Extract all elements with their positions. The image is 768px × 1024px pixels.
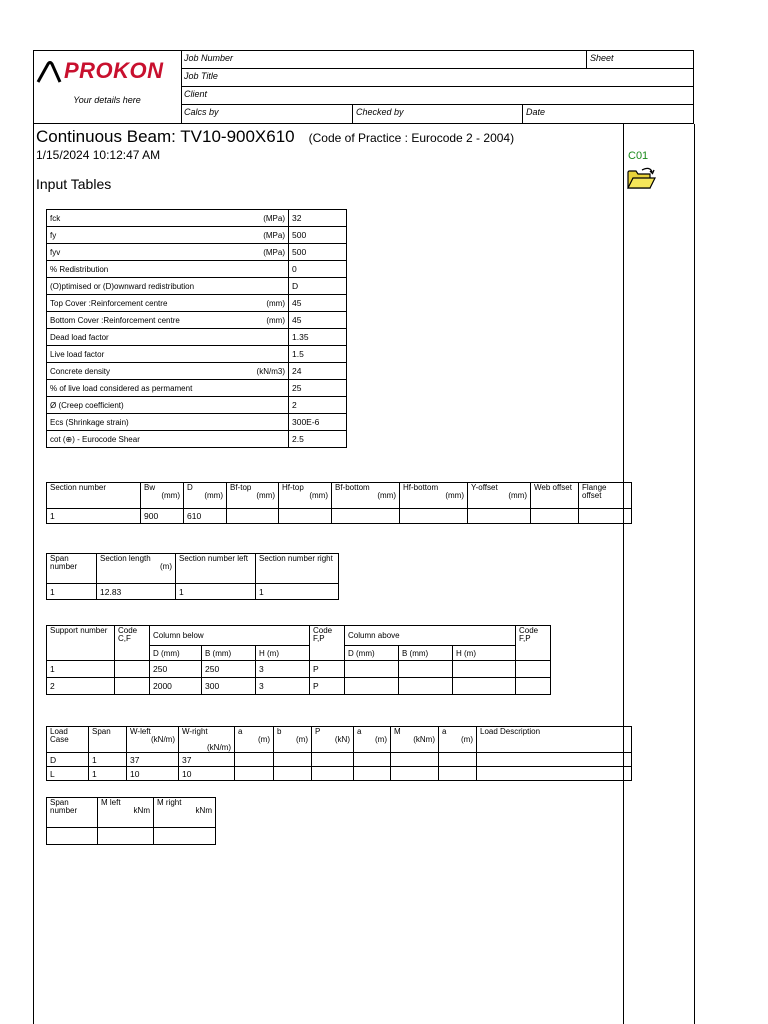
column-header-text: D <box>187 483 193 492</box>
table-cell <box>312 767 354 781</box>
material-parameters-table <box>46 209 347 448</box>
column-unit: (mm) <box>204 491 223 500</box>
column-header-text: M left <box>101 798 121 807</box>
col-code-fp: Code F,P <box>516 626 551 661</box>
table-cell: 610 <box>184 509 227 524</box>
table-cell <box>391 753 439 767</box>
column-header <box>531 483 579 509</box>
column-header <box>235 727 274 753</box>
column-unit: kNm <box>133 806 150 815</box>
column-unit: (kN/m) <box>207 743 231 752</box>
col-column-above: Column above <box>345 626 516 646</box>
column-header-text: Span <box>92 727 111 736</box>
column-header <box>176 554 256 584</box>
parameter-value: 2 <box>289 397 347 414</box>
beam-title: Continuous Beam: TV10-900X610 <box>36 127 295 146</box>
table-cell: 1 <box>47 509 141 524</box>
parameter-row <box>47 431 347 448</box>
column-header-text: P <box>315 727 321 736</box>
job-title-row <box>182 69 693 87</box>
prokon-arc-icon <box>36 60 62 84</box>
parameter-label-cell <box>47 346 289 363</box>
parameter-row <box>47 329 347 346</box>
column-header-text: a <box>357 727 362 736</box>
table-cell <box>516 661 551 678</box>
table-cell <box>235 767 274 781</box>
code-of-practice: (Code of Practice : Eurocode 2 - 2004) <box>308 131 515 145</box>
calcs-row <box>182 105 693 123</box>
table-cell: 1 <box>89 753 127 767</box>
col-code-fp: Code F,P <box>310 626 345 661</box>
col-below-h: H (m) <box>256 646 310 661</box>
parameter-unit: (mm) <box>266 298 285 308</box>
column-header <box>89 727 127 753</box>
column-header-text: Bw <box>144 483 156 492</box>
column-header <box>439 727 477 753</box>
page-header <box>33 50 694 124</box>
table-cell <box>354 767 391 781</box>
parameter-label: % of live load considered as permament <box>50 383 193 393</box>
table-cell <box>312 753 354 767</box>
table-cell: D <box>47 753 89 767</box>
parameter-value: 500 <box>289 244 347 261</box>
column-header <box>274 727 312 753</box>
column-header-text: M right <box>157 798 182 807</box>
column-header <box>477 727 632 753</box>
column-unit: (mm) <box>161 491 180 500</box>
table-cell <box>345 661 399 678</box>
parameter-row <box>47 244 347 261</box>
parameter-value: 45 <box>289 295 347 312</box>
column-header <box>279 483 332 509</box>
parameter-label-cell <box>47 380 289 397</box>
column-header-text: Hf-bottom <box>403 483 439 492</box>
table-cell: 2 <box>47 678 115 695</box>
parameter-value: 32 <box>289 210 347 227</box>
table-cell <box>468 509 531 524</box>
parameter-value: 2.5 <box>289 431 347 448</box>
column-header-text: Flange offset <box>582 483 607 500</box>
table-cell <box>115 661 150 678</box>
column-header <box>227 483 279 509</box>
parameter-label: (O)ptimised or (D)ownward redistribution <box>50 281 195 291</box>
table-cell: 1 <box>256 584 339 600</box>
column-header-text: M <box>394 727 401 736</box>
table-cell: 12.83 <box>97 584 176 600</box>
section-heading: Input Tables <box>36 176 112 192</box>
client-label: Client <box>184 89 208 99</box>
column-header <box>141 483 184 509</box>
table-cell <box>354 753 391 767</box>
table-cell <box>439 753 477 767</box>
supports-table <box>46 625 551 695</box>
table-cell <box>399 678 453 695</box>
column-header <box>47 798 98 828</box>
column-header-text: W-right <box>182 727 208 736</box>
parameter-label: % Redistribution <box>50 264 109 274</box>
table-cell: 2000 <box>150 678 202 695</box>
parameter-row <box>47 380 347 397</box>
parameter-label-cell <box>47 312 289 329</box>
parameter-value: 1.5 <box>289 346 347 363</box>
col-column-below: Column below <box>150 626 310 646</box>
column-unit: kNm <box>195 806 212 815</box>
column-unit: (mm) <box>256 491 275 500</box>
frame-margin-border <box>623 124 624 1024</box>
table-row <box>47 509 632 524</box>
parameter-row <box>47 397 347 414</box>
parameter-label: fyv <box>50 247 61 257</box>
table-cell: 1 <box>89 767 127 781</box>
table-cell: 37 <box>179 753 235 767</box>
date-label: Date <box>526 107 546 117</box>
parameter-label-cell <box>47 397 289 414</box>
parameter-label: fy <box>50 230 57 240</box>
table-row <box>47 753 632 767</box>
column-header <box>332 483 400 509</box>
span-table <box>46 553 339 600</box>
table-cell <box>400 509 468 524</box>
column-header <box>468 483 531 509</box>
parameter-label-cell <box>47 295 289 312</box>
header-row <box>47 727 632 753</box>
column-header-text: Hf-top <box>282 483 304 492</box>
col-above-d: D (mm) <box>345 646 399 661</box>
parameter-value: 500 <box>289 227 347 244</box>
job-number-label: Job Number <box>184 53 234 63</box>
parameter-label-cell <box>47 227 289 244</box>
table-cell <box>453 678 516 695</box>
column-header-text: a <box>238 727 243 736</box>
table-cell <box>453 661 516 678</box>
column-unit: (m) <box>461 735 473 744</box>
table-cell <box>332 509 400 524</box>
table-cell <box>98 828 154 845</box>
company-tagline: Your details here <box>73 95 141 105</box>
col-code-cf: Code C,F <box>115 626 150 661</box>
parameter-row <box>47 261 347 278</box>
table-cell: 900 <box>141 509 184 524</box>
parameter-unit: (MPa) <box>263 213 285 223</box>
column-header <box>47 483 141 509</box>
table-cell: 250 <box>150 661 202 678</box>
parameter-label: cot (⊕) - Eurocode Shear <box>50 434 140 444</box>
frame-right-border <box>694 124 695 1024</box>
document-title <box>36 127 514 147</box>
col-above-h: H (m) <box>453 646 516 661</box>
parameter-label: Concrete density <box>50 366 111 376</box>
column-header <box>400 483 468 509</box>
col-below-b: B (mm) <box>202 646 256 661</box>
parameter-label: Live load factor <box>50 349 105 359</box>
parameter-label-cell <box>47 329 289 346</box>
table-row <box>47 661 551 678</box>
divider <box>522 105 523 123</box>
parameter-unit: (MPa) <box>263 247 285 257</box>
parameter-label: fck <box>50 213 61 223</box>
header-row <box>47 798 216 828</box>
table-cell: L <box>47 767 89 781</box>
column-header-text: Bf-top <box>230 483 252 492</box>
parameter-label-cell <box>47 431 289 448</box>
column-header <box>391 727 439 753</box>
parameter-label: Ø (Creep coefficient) <box>50 400 124 410</box>
table-cell: 3 <box>256 661 310 678</box>
column-header-text: Section number left <box>179 554 248 563</box>
parameter-value: D <box>289 278 347 295</box>
table-cell <box>279 509 332 524</box>
column-unit: (m) <box>160 562 172 571</box>
col-below-d: D (mm) <box>150 646 202 661</box>
column-header <box>47 554 97 584</box>
parameter-value: 25 <box>289 380 347 397</box>
column-header-text: Section length <box>100 554 151 563</box>
column-unit: (mm) <box>508 491 527 500</box>
table-cell <box>391 767 439 781</box>
col-above-b: B (mm) <box>399 646 453 661</box>
job-number-row <box>182 51 693 69</box>
table-cell: 10 <box>179 767 235 781</box>
parameter-row <box>47 227 347 244</box>
table-cell: P <box>310 678 345 695</box>
parameter-label: Bottom Cover :Reinforcement centre <box>50 315 180 325</box>
parameter-row <box>47 414 347 431</box>
column-header-text: W-left <box>130 727 151 736</box>
column-header <box>127 727 179 753</box>
section-properties-table <box>46 482 632 524</box>
column-header <box>184 483 227 509</box>
column-unit: (m) <box>258 735 270 744</box>
table-cell <box>47 828 98 845</box>
table-cell <box>227 509 279 524</box>
table-row <box>47 828 216 845</box>
table-row <box>47 767 632 781</box>
table-cell <box>516 678 551 695</box>
table-cell: 1 <box>47 584 97 600</box>
calcs-by-label: Calcs by <box>184 107 219 117</box>
table-cell: 37 <box>127 753 179 767</box>
parameter-label-cell <box>47 414 289 431</box>
document-datetime: 1/15/2024 10:12:47 AM <box>36 148 161 162</box>
column-unit: (kN/m) <box>151 735 175 744</box>
column-header <box>354 727 391 753</box>
parameter-label-cell <box>47 261 289 278</box>
column-header-text: Web offset <box>534 483 572 492</box>
table-cell <box>531 509 579 524</box>
company-logo-block <box>34 51 182 123</box>
divider <box>352 105 353 123</box>
parameter-row <box>47 278 347 295</box>
header-row <box>47 554 339 584</box>
table-cell <box>477 753 632 767</box>
column-unit: (mm) <box>445 491 464 500</box>
parameter-label: Ecs (Shrinkage strain) <box>50 417 129 427</box>
table-cell: 1 <box>176 584 256 600</box>
table-cell <box>477 767 632 781</box>
parameter-value: 0 <box>289 261 347 278</box>
header-row <box>47 483 632 509</box>
divider <box>586 51 587 68</box>
table-cell <box>274 753 312 767</box>
column-header-text: Load Description <box>480 727 541 736</box>
table-cell <box>235 753 274 767</box>
column-header-text: Span number <box>50 798 78 815</box>
parameter-row <box>47 210 347 227</box>
table-cell: 250 <box>202 661 256 678</box>
parameter-label: Dead load factor <box>50 332 109 342</box>
parameter-label-cell <box>47 210 289 227</box>
table-row <box>47 584 339 600</box>
parameter-label: Top Cover :Reinforcement centre <box>50 298 168 308</box>
column-unit: (kNm) <box>413 735 435 744</box>
column-header <box>579 483 632 509</box>
parameter-value: 24 <box>289 363 347 380</box>
column-header-text: Load Case <box>50 727 69 744</box>
column-header-text: Bf-bottom <box>335 483 370 492</box>
checked-by-label: Checked by <box>356 107 404 117</box>
parameter-value: 300E-6 <box>289 414 347 431</box>
sheet-label: Sheet <box>590 53 614 63</box>
column-header-text: Span number <box>50 554 78 571</box>
open-folder-icon[interactable] <box>626 166 656 190</box>
column-unit: (m) <box>296 735 308 744</box>
table-cell <box>154 828 216 845</box>
table-cell <box>579 509 632 524</box>
column-header <box>312 727 354 753</box>
column-header-text: Section number right <box>259 554 333 563</box>
table-cell <box>274 767 312 781</box>
parameter-value: 45 <box>289 312 347 329</box>
parameter-row <box>47 312 347 329</box>
brand-name: PROKON <box>64 58 164 83</box>
table-cell <box>439 767 477 781</box>
parameter-unit: (MPa) <box>263 230 285 240</box>
parameter-value: 1.35 <box>289 329 347 346</box>
column-unit: (m) <box>375 735 387 744</box>
column-header-text: b <box>277 727 282 736</box>
column-unit: (mm) <box>309 491 328 500</box>
table-cell <box>345 678 399 695</box>
parameter-row <box>47 346 347 363</box>
client-row <box>182 87 693 105</box>
table-cell <box>399 661 453 678</box>
table-row <box>47 678 551 695</box>
column-header <box>47 727 89 753</box>
column-header <box>97 554 176 584</box>
column-header <box>154 798 216 828</box>
column-header <box>256 554 339 584</box>
applied-moments-table <box>46 797 216 845</box>
parameter-unit: (kN/m3) <box>256 366 285 376</box>
col-support-number: Support number <box>47 626 115 661</box>
column-unit: (mm) <box>377 491 396 500</box>
loads-table <box>46 726 632 781</box>
table-cell: P <box>310 661 345 678</box>
column-header <box>179 727 235 753</box>
parameter-unit: (mm) <box>266 315 285 325</box>
parameter-label-cell <box>47 363 289 380</box>
table-cell: 3 <box>256 678 310 695</box>
parameter-label-cell <box>47 278 289 295</box>
job-title-label: Job Title <box>184 71 218 81</box>
column-header <box>98 798 154 828</box>
parameter-row <box>47 363 347 380</box>
column-header-text: Section number <box>50 483 107 492</box>
parameter-label-cell <box>47 244 289 261</box>
column-unit: (kN) <box>334 735 350 744</box>
frame-left-border <box>33 124 34 1024</box>
table-cell: 1 <box>47 661 115 678</box>
table-cell: 300 <box>202 678 256 695</box>
column-header-text: a <box>442 727 447 736</box>
column-header-text: Y-offset <box>471 483 498 492</box>
parameter-row <box>47 295 347 312</box>
table-cell: 10 <box>127 767 179 781</box>
side-reference-label: C01 <box>628 150 649 162</box>
table-cell <box>115 678 150 695</box>
